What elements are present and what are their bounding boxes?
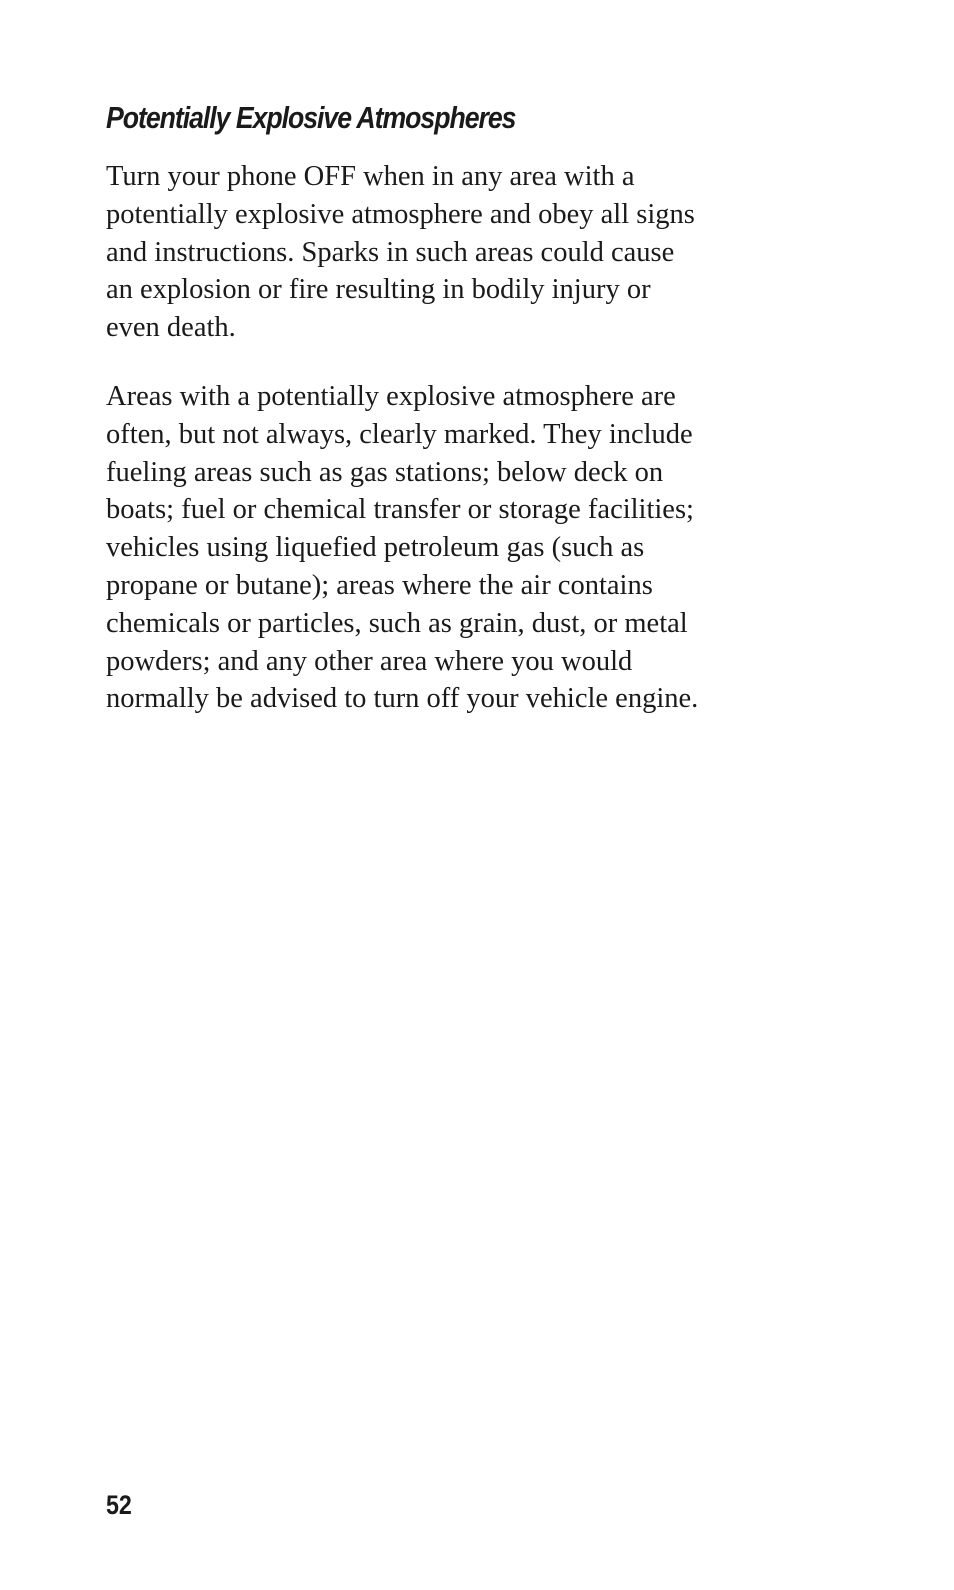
body-paragraph-2: Areas with a potentially explosive atmosphere are often, but not always, clearly marked. They include fueling areas such as gas stations; below deck on boats; fuel or chemical transfer or storage facilities; vehicles using liquefied petroleum gas (such as propane or butane); areas where the air contains chemicals or particles, such as grain, dust, or metal powders; and any other area where you would normally be advised to turn off your vehicle engine.	[106, 381, 699, 715]
section-heading: Potentially Explosive Atmospheres	[106, 100, 516, 135]
page-number: 52	[106, 1490, 132, 1520]
body-paragraph-1: Turn your phone OFF when in any area with a potentially explosive atmosphere and obey all signs and instructions. Sparks in such areas could cause an explosion or fire resulting in bodily injury or even death.	[106, 161, 695, 344]
